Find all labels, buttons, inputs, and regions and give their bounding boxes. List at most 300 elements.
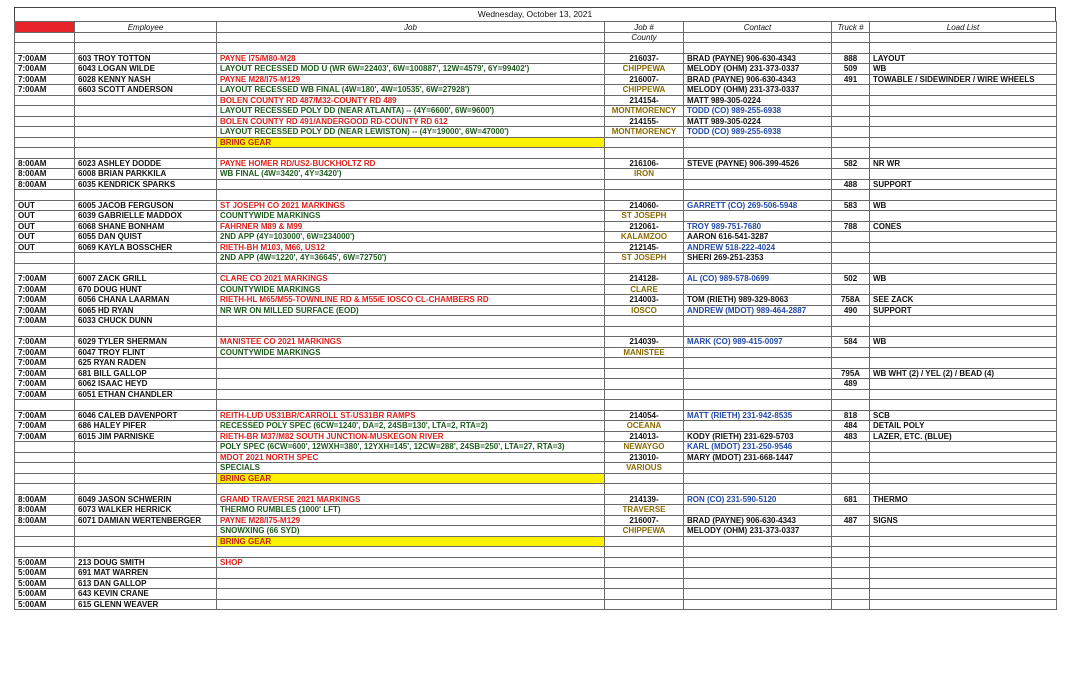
load-list-cell: [870, 557, 1057, 568]
job-number-cell: MONTMORENCY: [605, 106, 684, 117]
load-list-cell: SEE ZACK: [870, 295, 1057, 306]
time-cell: 7:00AM: [15, 64, 75, 75]
employee-cell: 6069 KAYLA BOSSCHER: [75, 242, 217, 253]
load-list-cell: [870, 526, 1057, 537]
contact-cell: [684, 316, 832, 327]
employee-cell: 6049 JASON SCHWERIN: [75, 494, 217, 505]
time-cell: OUT: [15, 242, 75, 253]
employee-cell: [75, 547, 217, 558]
job-cell: [217, 547, 605, 558]
job-cell: LAYOUT RECESSED POLY DD (NEAR LEWISTON) -- (4Y=19000', 6W=47000'): [217, 127, 605, 138]
truck-cell: 488: [832, 179, 870, 190]
job-cell: RIETH-BH M103, M66, US12: [217, 242, 605, 253]
time-cell: 8:00AM: [15, 158, 75, 169]
job-cell: RECESSED POLY SPEC (6CW=1240', DA=2, 24SB=130', LTA=2, RTA=2): [217, 421, 605, 432]
time-cell: 7:00AM: [15, 274, 75, 285]
table-row: [15, 589, 1057, 600]
job-cell: [217, 368, 605, 379]
header-county: County: [605, 33, 684, 43]
table-row: [15, 137, 1057, 148]
header-row: [15, 22, 1057, 33]
employee-cell: [75, 127, 217, 138]
load-list-cell: [870, 169, 1057, 180]
job-number-cell: [605, 389, 684, 400]
job-cell: [217, 316, 605, 327]
truck-cell: 483: [832, 431, 870, 442]
employee-cell: 6071 DAMIAN WERTENBERGER: [75, 515, 217, 526]
job-number-cell: 214003-: [605, 295, 684, 306]
job-cell: [217, 589, 605, 600]
time-cell: [15, 536, 75, 547]
job-number-cell: IRON: [605, 169, 684, 180]
truck-cell: 502: [832, 274, 870, 285]
truck-cell: [832, 442, 870, 453]
employee-cell: 6008 BRIAN PARKKILA: [75, 169, 217, 180]
job-cell: LAYOUT RECESSED MOD U (WR 6W=22403', 6W=100887', 12W=4579', 6Y=99402'): [217, 64, 605, 75]
employee-cell: 6043 LOGAN WILDE: [75, 64, 217, 75]
job-number-cell: CHIPPEWA: [605, 85, 684, 96]
load-list-cell: THERMO: [870, 494, 1057, 505]
table-row: [15, 211, 1057, 222]
truck-cell: [832, 211, 870, 222]
employee-cell: [75, 190, 217, 201]
contact-cell: MELODY (OHM) 231-373-0337: [684, 64, 832, 75]
truck-cell: 582: [832, 158, 870, 169]
job-number-cell: 213010-: [605, 452, 684, 463]
truck-cell: [832, 43, 870, 54]
job-number-cell: ST JOSEPH: [605, 253, 684, 264]
job-cell: [217, 190, 605, 201]
truck-cell: [832, 599, 870, 610]
employee-cell: 625 RYAN RADEN: [75, 358, 217, 369]
job-cell: [217, 568, 605, 579]
employee-cell: [75, 326, 217, 337]
table-row: [15, 421, 1057, 432]
job-number-cell: [605, 599, 684, 610]
contact-cell: [684, 368, 832, 379]
time-cell: 7:00AM: [15, 347, 75, 358]
job-cell: ST JOSEPH CO 2021 MARKINGS: [217, 200, 605, 211]
load-list-cell: [870, 589, 1057, 600]
header-subrow: [15, 33, 1057, 43]
load-list-cell: [870, 106, 1057, 117]
contact-cell: KARL (MDOT) 231-250-9546: [684, 442, 832, 453]
job-cell: [217, 389, 605, 400]
table-row: [15, 305, 1057, 316]
truck-cell: [832, 452, 870, 463]
job-number-cell: [605, 547, 684, 558]
table-row: [15, 358, 1057, 369]
truck-cell: [832, 473, 870, 484]
time-cell: [15, 326, 75, 337]
load-list-cell: [870, 190, 1057, 201]
job-number-cell: KALAMZOO: [605, 232, 684, 243]
table-row: [15, 389, 1057, 400]
job-cell: BRING GEAR: [217, 473, 605, 484]
job-cell: 2ND APP (4Y=103000', 6W=234000'): [217, 232, 605, 243]
time-cell: 7:00AM: [15, 368, 75, 379]
schedule-table: [14, 21, 1057, 610]
employee-cell: [75, 484, 217, 495]
truck-cell: 491: [832, 74, 870, 85]
contact-cell: MARK (CO) 989-415-0097: [684, 337, 832, 348]
date-title: Wednesday, October 13, 2021: [14, 7, 1056, 21]
load-list-cell: WB: [870, 64, 1057, 75]
job-cell: COUNTYWIDE MARKINGS: [217, 347, 605, 358]
job-number-cell: [605, 473, 684, 484]
load-list-cell: [870, 473, 1057, 484]
table-row: [15, 53, 1057, 64]
table-row: [15, 368, 1057, 379]
time-cell: 7:00AM: [15, 295, 75, 306]
job-number-cell: 216106-: [605, 158, 684, 169]
truck-cell: [832, 484, 870, 495]
employee-cell: 213 DOUG SMITH: [75, 557, 217, 568]
contact-cell: [684, 137, 832, 148]
truck-cell: [832, 232, 870, 243]
job-cell: [217, 179, 605, 190]
contact-cell: ANDREW (MDOT) 989-464-2887: [684, 305, 832, 316]
truck-cell: [832, 463, 870, 474]
job-number-cell: [605, 368, 684, 379]
job-number-cell: 216037-: [605, 53, 684, 64]
employee-cell: 6029 TYLER SHERMAN: [75, 337, 217, 348]
truck-cell: [832, 316, 870, 327]
job-cell: REITH-LUD US31BR/CARROLL ST-US31BR RAMPS: [217, 410, 605, 421]
job-cell: [217, 379, 605, 390]
employee-cell: 691 MAT WARREN: [75, 568, 217, 579]
job-cell: PAYNE I75/M80-M28: [217, 53, 605, 64]
contact-cell: [684, 547, 832, 558]
employee-cell: 6073 WALKER HERRICK: [75, 505, 217, 516]
truck-cell: [832, 547, 870, 558]
employee-cell: 670 DOUG HUNT: [75, 284, 217, 295]
job-cell: COUNTYWIDE MARKINGS: [217, 211, 605, 222]
truck-cell: [832, 326, 870, 337]
time-cell: [15, 190, 75, 201]
employee-cell: [75, 116, 217, 127]
table-row: [15, 484, 1057, 495]
time-cell: 5:00AM: [15, 589, 75, 600]
employee-cell: 603 TROY TOTTON: [75, 53, 217, 64]
time-cell: 7:00AM: [15, 358, 75, 369]
employee-cell: 6051 ETHAN CHANDLER: [75, 389, 217, 400]
contact-cell: AL (CO) 989-578-0699: [684, 274, 832, 285]
job-cell: LAYOUT RECESSED POLY DD (NEAR ATLANTA) -- (4Y=6600', 6W=9600'): [217, 106, 605, 117]
load-list-cell: SUPPORT: [870, 179, 1057, 190]
header-truck: Truck #: [832, 22, 870, 33]
time-cell: [15, 484, 75, 495]
time-cell: OUT: [15, 200, 75, 211]
load-list-cell: LAYOUT: [870, 53, 1057, 64]
header-load-list: Load List: [870, 22, 1057, 33]
job-cell: SPECIALS: [217, 463, 605, 474]
employee-cell: [75, 43, 217, 54]
job-cell: MANISTEE CO 2021 MARKINGS: [217, 337, 605, 348]
job-number-cell: IOSCO: [605, 305, 684, 316]
contact-cell: GARRETT (CO) 269-506-5948: [684, 200, 832, 211]
contact-cell: [684, 484, 832, 495]
job-cell: SHOP: [217, 557, 605, 568]
job-number-cell: ST JOSEPH: [605, 211, 684, 222]
table-row: [15, 347, 1057, 358]
table-row: [15, 200, 1057, 211]
employee-cell: 6023 ASHLEY DODDE: [75, 158, 217, 169]
truck-cell: [832, 137, 870, 148]
load-list-cell: [870, 379, 1057, 390]
table-row: [15, 64, 1057, 75]
time-cell: [15, 127, 75, 138]
table-row: [15, 85, 1057, 96]
job-cell: RIETH-HL M65/M55-TOWNLINE RD & M55/E IOSCO CL-CHAMBERS RD: [217, 295, 605, 306]
employee-cell: [75, 148, 217, 159]
contact-cell: MATT 989-305-0224: [684, 116, 832, 127]
job-cell: BRING GEAR: [217, 137, 605, 148]
job-cell: [217, 326, 605, 337]
table-row: [15, 505, 1057, 516]
job-number-cell: [605, 43, 684, 54]
table-row: [15, 232, 1057, 243]
schedule-body: [15, 43, 1057, 610]
table-row: [15, 337, 1057, 348]
time-cell: 7:00AM: [15, 53, 75, 64]
contact-cell: [684, 379, 832, 390]
time-cell: [15, 95, 75, 106]
job-number-cell: [605, 148, 684, 159]
contact-cell: [684, 389, 832, 400]
time-cell: 5:00AM: [15, 578, 75, 589]
table-row: [15, 179, 1057, 190]
employee-cell: [75, 473, 217, 484]
load-list-cell: [870, 599, 1057, 610]
contact-cell: RON (CO) 231-590-5120: [684, 494, 832, 505]
time-cell: 8:00AM: [15, 505, 75, 516]
job-number-cell: 214128-: [605, 274, 684, 285]
employee-cell: 6035 KENDRICK SPARKS: [75, 179, 217, 190]
time-cell: 7:00AM: [15, 74, 75, 85]
load-list-cell: [870, 536, 1057, 547]
contact-cell: [684, 347, 832, 358]
job-cell: SNOWXING (66 SYD): [217, 526, 605, 537]
truck-cell: [832, 358, 870, 369]
truck-cell: [832, 253, 870, 264]
job-number-cell: 214154-: [605, 95, 684, 106]
contact-cell: [684, 43, 832, 54]
load-list-cell: [870, 137, 1057, 148]
job-number-cell: [605, 379, 684, 390]
time-cell: 7:00AM: [15, 316, 75, 327]
load-list-cell: WB: [870, 200, 1057, 211]
truck-cell: 583: [832, 200, 870, 211]
truck-cell: [832, 284, 870, 295]
load-list-cell: SIGNS: [870, 515, 1057, 526]
contact-cell: [684, 190, 832, 201]
header-contact: Contact: [684, 22, 832, 33]
job-cell: BOLEN COUNTY RD 487/M32-COUNTY RD 489: [217, 95, 605, 106]
job-cell: CLARE CO 2021 MARKINGS: [217, 274, 605, 285]
header-job: Job: [217, 22, 605, 33]
table-row: [15, 463, 1057, 474]
truck-cell: [832, 106, 870, 117]
contact-cell: ANDREW 518-222-4024: [684, 242, 832, 253]
employee-cell: 613 DAN GALLOP: [75, 578, 217, 589]
contact-cell: [684, 578, 832, 589]
time-cell: 7:00AM: [15, 421, 75, 432]
time-cell: OUT: [15, 221, 75, 232]
truck-cell: [832, 505, 870, 516]
table-row: [15, 190, 1057, 201]
truck-cell: [832, 169, 870, 180]
time-cell: [15, 547, 75, 558]
job-number-cell: NEWAYGO: [605, 442, 684, 453]
truck-cell: 489: [832, 379, 870, 390]
time-cell: 8:00AM: [15, 179, 75, 190]
employee-cell: [75, 263, 217, 274]
load-list-cell: [870, 400, 1057, 411]
table-row: [15, 74, 1057, 85]
job-cell: MDOT 2021 NORTH SPEC: [217, 452, 605, 463]
load-list-cell: [870, 316, 1057, 327]
contact-cell: [684, 148, 832, 159]
job-cell: THERMO RUMBLES (1000' LFT): [217, 505, 605, 516]
employee-cell: [75, 452, 217, 463]
employee-cell: [75, 400, 217, 411]
truck-cell: [832, 242, 870, 253]
load-list-cell: [870, 442, 1057, 453]
contact-cell: MELODY (OHM) 231-373-0337: [684, 85, 832, 96]
contact-cell: [684, 463, 832, 474]
truck-cell: [832, 536, 870, 547]
time-cell: 7:00AM: [15, 379, 75, 390]
table-row: [15, 242, 1057, 253]
time-cell: [15, 253, 75, 264]
time-cell: [15, 463, 75, 474]
truck-cell: 490: [832, 305, 870, 316]
contact-cell: KODY (RIETH) 231-629-5703: [684, 431, 832, 442]
job-cell: PAYNE M28/I75-M129: [217, 74, 605, 85]
table-row: [15, 400, 1057, 411]
time-cell: 8:00AM: [15, 494, 75, 505]
truck-cell: [832, 578, 870, 589]
employee-cell: 6033 CHUCK DUNN: [75, 316, 217, 327]
job-number-cell: CHIPPEWA: [605, 64, 684, 75]
job-number-cell: 214060-: [605, 200, 684, 211]
job-cell: BRING GEAR: [217, 536, 605, 547]
employee-cell: 6007 ZACK GRILL: [75, 274, 217, 285]
time-cell: [15, 473, 75, 484]
employee-cell: 6046 CALEB DAVENPORT: [75, 410, 217, 421]
truck-cell: [832, 347, 870, 358]
employee-cell: 6062 ISAAC HEYD: [75, 379, 217, 390]
contact-cell: TODD (CO) 989-255-6938: [684, 106, 832, 117]
time-cell: 7:00AM: [15, 305, 75, 316]
job-number-cell: [605, 263, 684, 274]
truck-cell: [832, 85, 870, 96]
contact-cell: BRAD (PAYNE) 906-630-4343: [684, 515, 832, 526]
truck-cell: [832, 95, 870, 106]
load-list-cell: WB: [870, 337, 1057, 348]
load-list-cell: [870, 547, 1057, 558]
employee-cell: 615 GLENN WEAVER: [75, 599, 217, 610]
job-number-cell: 214054-: [605, 410, 684, 421]
time-cell: [15, 116, 75, 127]
table-row: [15, 148, 1057, 159]
truck-cell: 818: [832, 410, 870, 421]
employee-cell: [75, 463, 217, 474]
employee-cell: [75, 253, 217, 264]
contact-cell: [684, 211, 832, 222]
time-cell: 5:00AM: [15, 568, 75, 579]
table-row: [15, 169, 1057, 180]
load-list-cell: [870, 347, 1057, 358]
job-number-cell: 214013-: [605, 431, 684, 442]
job-cell: [217, 400, 605, 411]
job-number-cell: [605, 179, 684, 190]
table-row: [15, 599, 1057, 610]
job-number-cell: VARIOUS: [605, 463, 684, 474]
job-cell: LAYOUT RECESSED WB FINAL (4W=180', 4W=10535', 6W=27928'): [217, 85, 605, 96]
employee-cell: 6047 TROY FLINT: [75, 347, 217, 358]
load-list-cell: CONES: [870, 221, 1057, 232]
contact-cell: [684, 599, 832, 610]
contact-cell: [684, 421, 832, 432]
load-list-cell: [870, 358, 1057, 369]
job-cell: WB FINAL (4W=3420', 4Y=3420'): [217, 169, 605, 180]
job-number-cell: [605, 358, 684, 369]
contact-cell: [684, 557, 832, 568]
table-row: [15, 379, 1057, 390]
load-list-cell: SCB: [870, 410, 1057, 421]
table-row: [15, 547, 1057, 558]
time-cell: 7:00AM: [15, 410, 75, 421]
contact-cell: [684, 326, 832, 337]
contact-cell: TOM (RIETH) 989-329-8063: [684, 295, 832, 306]
time-cell: 7:00AM: [15, 431, 75, 442]
load-list-cell: WB WHT (2) / YEL (2) / BEAD (4): [870, 368, 1057, 379]
contact-cell: [684, 505, 832, 516]
truck-cell: 888: [832, 53, 870, 64]
contact-cell: [684, 536, 832, 547]
employee-cell: [75, 536, 217, 547]
table-row: [15, 431, 1057, 442]
contact-cell: MARY (MDOT) 231-668-1447: [684, 452, 832, 463]
time-cell: 8:00AM: [15, 169, 75, 180]
employee-cell: [75, 95, 217, 106]
load-list-cell: [870, 263, 1057, 274]
load-list-cell: [870, 253, 1057, 264]
contact-cell: MELODY (OHM) 231-373-0337: [684, 526, 832, 537]
table-row: [15, 526, 1057, 537]
truck-cell: [832, 400, 870, 411]
header-time: Time: [15, 22, 75, 33]
job-cell: [217, 599, 605, 610]
truck-cell: [832, 526, 870, 537]
employee-cell: 6005 JACOB FERGUSON: [75, 200, 217, 211]
table-row: [15, 316, 1057, 327]
table-row: [15, 515, 1057, 526]
employee-cell: 681 BILL GALLOP: [75, 368, 217, 379]
time-cell: OUT: [15, 211, 75, 222]
table-row: [15, 452, 1057, 463]
employee-cell: [75, 106, 217, 117]
contact-cell: [684, 568, 832, 579]
time-cell: 5:00AM: [15, 557, 75, 568]
job-number-cell: [605, 568, 684, 579]
job-number-cell: [605, 578, 684, 589]
job-cell: NR WR ON MILLED SURFACE (EOD): [217, 305, 605, 316]
time-cell: 7:00AM: [15, 85, 75, 96]
contact-cell: BRAD (PAYNE) 906-630-4343: [684, 74, 832, 85]
